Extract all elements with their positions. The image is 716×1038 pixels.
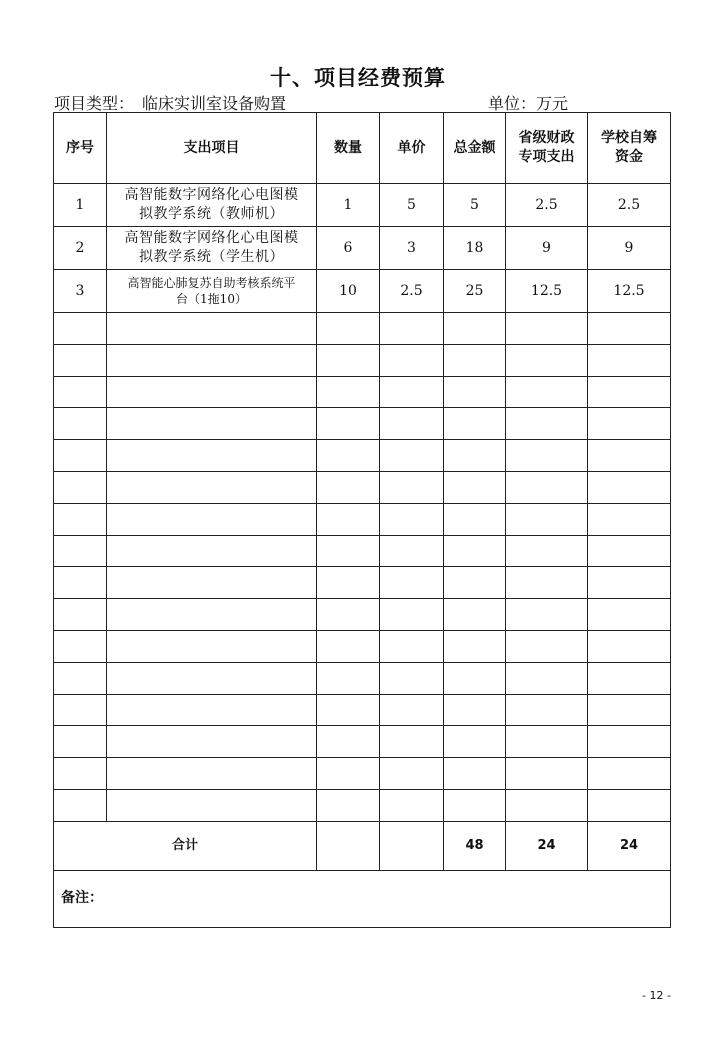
row-provincial: 12.5	[506, 270, 588, 313]
empty-cell	[107, 313, 317, 345]
empty-cell	[588, 726, 671, 758]
empty-cell	[317, 726, 380, 758]
budget-table	[53, 112, 671, 928]
empty-cell	[506, 599, 588, 631]
header-school-line2: 资金	[615, 149, 643, 165]
empty-cell	[444, 599, 506, 631]
table-row	[54, 227, 671, 270]
empty-cell	[506, 376, 588, 408]
empty-cell	[317, 313, 380, 345]
empty-row	[54, 789, 671, 821]
header-school-line1: 学校自筹	[601, 130, 657, 146]
empty-cell	[506, 313, 588, 345]
empty-cell	[444, 567, 506, 599]
row-qty: 10	[317, 270, 380, 313]
row-school: 2.5	[588, 184, 671, 227]
empty-cell	[317, 694, 380, 726]
header-provincial	[506, 113, 588, 184]
total-label: 合计	[54, 821, 317, 870]
empty-cell	[54, 503, 107, 535]
empty-cell	[54, 662, 107, 694]
unit-label: 单位：	[488, 94, 537, 113]
remark-row	[54, 870, 671, 927]
empty-cell	[380, 376, 444, 408]
total-unit-price	[380, 821, 444, 870]
empty-row	[54, 344, 671, 376]
empty-cell	[107, 471, 317, 503]
empty-cell	[588, 535, 671, 567]
row-school: 12.5	[588, 270, 671, 313]
empty-cell	[107, 726, 317, 758]
project-type-value: 临床实训室设备购置	[142, 94, 287, 113]
empty-row	[54, 440, 671, 472]
empty-cell	[588, 789, 671, 821]
empty-cell	[107, 376, 317, 408]
empty-cell	[588, 599, 671, 631]
empty-cell	[444, 535, 506, 567]
empty-cell	[444, 789, 506, 821]
header-qty: 数量	[317, 113, 380, 184]
empty-cell	[380, 694, 444, 726]
total-school: 24	[588, 821, 671, 870]
empty-cell	[107, 630, 317, 662]
row-item-line1: 高智能心肺复苏自助考核系统平	[127, 276, 296, 290]
empty-cell	[317, 630, 380, 662]
empty-row	[54, 503, 671, 535]
row-provincial: 9	[506, 227, 588, 270]
remark-label: 备注：	[54, 870, 671, 927]
empty-cell	[588, 662, 671, 694]
empty-row	[54, 726, 671, 758]
empty-cell	[380, 758, 444, 790]
empty-cell	[380, 313, 444, 345]
empty-cell	[444, 503, 506, 535]
empty-cell	[107, 758, 317, 790]
empty-cell	[107, 344, 317, 376]
empty-cell	[588, 344, 671, 376]
row-unit-price: 5	[380, 184, 444, 227]
row-unit-price: 2.5	[380, 270, 444, 313]
empty-cell	[380, 503, 444, 535]
empty-cell	[444, 471, 506, 503]
empty-cell	[380, 440, 444, 472]
empty-cell	[317, 344, 380, 376]
empty-cell	[54, 694, 107, 726]
row-school: 9	[588, 227, 671, 270]
empty-cell	[317, 789, 380, 821]
empty-cell	[506, 662, 588, 694]
empty-cell	[107, 440, 317, 472]
empty-cell	[54, 535, 107, 567]
empty-cell	[54, 789, 107, 821]
row-item-line2: 拟教学系统（教师机）	[139, 206, 284, 222]
empty-cell	[506, 344, 588, 376]
header-provincial-line2: 专项支出	[518, 149, 575, 165]
row-item	[107, 227, 317, 270]
header-unit-price: 单价	[380, 113, 444, 184]
empty-cell	[588, 440, 671, 472]
empty-cell	[444, 726, 506, 758]
header-item: 支出项目	[107, 113, 317, 184]
empty-cell	[317, 471, 380, 503]
total-amount: 48	[444, 821, 506, 870]
empty-cell	[588, 503, 671, 535]
row-qty: 1	[317, 184, 380, 227]
empty-cell	[506, 471, 588, 503]
empty-cell	[317, 408, 380, 440]
empty-cell	[444, 758, 506, 790]
empty-row	[54, 758, 671, 790]
empty-cell	[380, 408, 444, 440]
empty-cell	[506, 503, 588, 535]
empty-cell	[588, 630, 671, 662]
empty-cell	[444, 408, 506, 440]
row-unit-price: 3	[380, 227, 444, 270]
empty-cell	[107, 567, 317, 599]
row-total: 25	[444, 270, 506, 313]
row-provincial: 2.5	[506, 184, 588, 227]
empty-row	[54, 313, 671, 345]
empty-cell	[380, 662, 444, 694]
empty-cell	[506, 758, 588, 790]
empty-cell	[54, 567, 107, 599]
header-seq: 序号	[54, 113, 107, 184]
table-row	[54, 184, 671, 227]
empty-row	[54, 471, 671, 503]
header-provincial-line1: 省级财政	[518, 130, 575, 146]
empty-cell	[107, 789, 317, 821]
empty-cell	[107, 535, 317, 567]
project-type	[54, 91, 286, 114]
empty-cell	[380, 630, 444, 662]
empty-cell	[588, 567, 671, 599]
total-qty	[317, 821, 380, 870]
row-qty: 6	[317, 227, 380, 270]
empty-cell	[588, 694, 671, 726]
empty-cell	[317, 535, 380, 567]
row-total: 5	[444, 184, 506, 227]
empty-cell	[506, 789, 588, 821]
row-seq: 3	[54, 270, 107, 313]
empty-cell	[317, 662, 380, 694]
total-row	[54, 821, 671, 870]
row-item-line2: 拟教学系统（学生机）	[139, 249, 284, 265]
project-type-label: 项目类型：	[54, 94, 135, 113]
page-number: - 12 -	[642, 989, 671, 1002]
row-seq: 2	[54, 227, 107, 270]
empty-cell	[506, 694, 588, 726]
empty-cell	[54, 408, 107, 440]
empty-row	[54, 630, 671, 662]
empty-cell	[317, 376, 380, 408]
empty-cell	[317, 440, 380, 472]
empty-cell	[380, 599, 444, 631]
empty-row	[54, 408, 671, 440]
empty-cell	[107, 662, 317, 694]
empty-row	[54, 567, 671, 599]
empty-row	[54, 662, 671, 694]
empty-cell	[380, 726, 444, 758]
page-title: 十、项目经费预算	[270, 66, 446, 90]
empty-cell	[54, 758, 107, 790]
total-provincial: 24	[506, 821, 588, 870]
empty-cell	[588, 313, 671, 345]
empty-cell	[588, 471, 671, 503]
empty-cell	[54, 376, 107, 408]
empty-cell	[54, 726, 107, 758]
empty-cell	[317, 758, 380, 790]
empty-cell	[506, 535, 588, 567]
row-seq: 1	[54, 184, 107, 227]
empty-cell	[54, 630, 107, 662]
row-item-line1: 高智能数字网络化心电图模	[124, 187, 299, 203]
empty-cell	[506, 567, 588, 599]
empty-cell	[380, 344, 444, 376]
empty-cell	[588, 376, 671, 408]
empty-cell	[506, 630, 588, 662]
empty-cell	[588, 408, 671, 440]
empty-cell	[444, 694, 506, 726]
empty-cell	[444, 344, 506, 376]
empty-cell	[588, 758, 671, 790]
empty-cell	[444, 440, 506, 472]
header-row	[54, 113, 671, 184]
empty-row	[54, 599, 671, 631]
table-row	[54, 270, 671, 313]
empty-row	[54, 694, 671, 726]
empty-cell	[107, 408, 317, 440]
empty-cell	[380, 471, 444, 503]
empty-cell	[54, 313, 107, 345]
row-item-line2: 台（1拖10）	[176, 292, 247, 306]
empty-cell	[506, 408, 588, 440]
empty-cell	[317, 599, 380, 631]
empty-cell	[444, 630, 506, 662]
empty-cell	[54, 344, 107, 376]
empty-cell	[444, 662, 506, 694]
empty-cell	[107, 694, 317, 726]
row-item-line1: 高智能数字网络化心电图模	[124, 230, 299, 246]
empty-cell	[444, 376, 506, 408]
empty-cell	[380, 789, 444, 821]
header-school	[588, 113, 671, 184]
empty-cell	[317, 503, 380, 535]
empty-cell	[107, 503, 317, 535]
empty-cell	[107, 599, 317, 631]
empty-cell	[380, 567, 444, 599]
empty-cell	[54, 440, 107, 472]
empty-cell	[54, 471, 107, 503]
row-item	[107, 184, 317, 227]
unit-info	[488, 91, 568, 114]
row-item	[107, 270, 317, 313]
empty-cell	[54, 599, 107, 631]
empty-cell	[317, 567, 380, 599]
empty-cell	[506, 440, 588, 472]
empty-row	[54, 376, 671, 408]
empty-cell	[506, 726, 588, 758]
empty-cell	[444, 313, 506, 345]
empty-cell	[380, 535, 444, 567]
row-total: 18	[444, 227, 506, 270]
header-total: 总金额	[444, 113, 506, 184]
empty-row	[54, 535, 671, 567]
unit-value: 万元	[536, 94, 569, 113]
